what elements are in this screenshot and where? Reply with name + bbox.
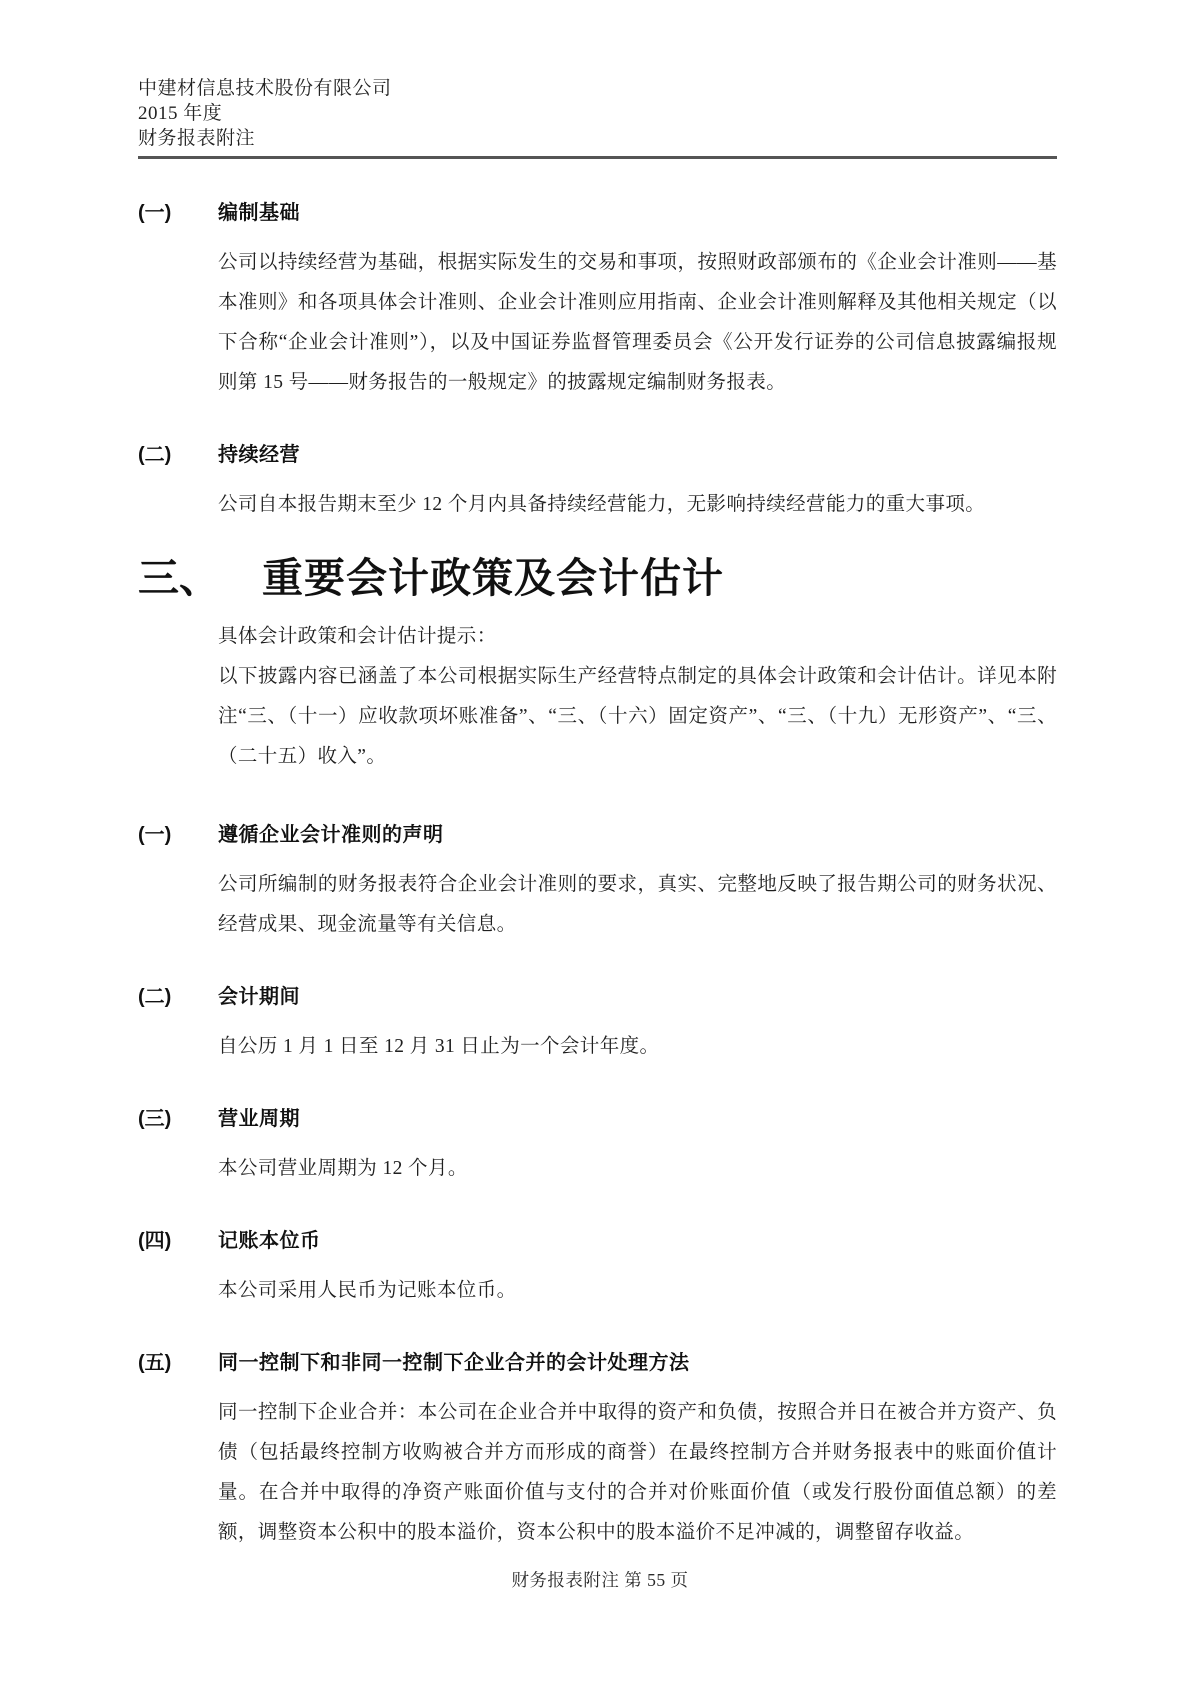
section-paragraph: 本公司营业周期为 12 个月。 <box>218 1158 468 1179</box>
page-footer <box>0 1567 1200 1592</box>
section-compliance-statement <box>138 823 1057 945</box>
fiscal-year: 2015 年度 <box>138 103 223 124</box>
section-heading <box>138 1229 1057 1253</box>
section-heading <box>138 1351 1057 1375</box>
section-title: 同一控制下和非同一控制下企业合并的会计处理方法 <box>218 1352 690 1374</box>
section-label: (二) <box>138 444 172 466</box>
section-heading <box>138 443 1057 467</box>
section-title: 记账本位币 <box>218 1230 321 1252</box>
section-going-concern <box>138 443 1057 525</box>
section-label: (五) <box>138 1352 172 1374</box>
section-paragraph: 公司以持续经营为基础，根据实际发生的交易和事项，按照财政部颁布的《企业会计准则——基本准则》和各项具体会计准则、企业会计准则应用指南、企业会计准则解释及其他相关规定（以下合称“企业会计准则”），以及中国证券监督管理委员会《公开发行证券的公司信息披露编报规则第 15 号——财务报告的一般规定》的披露规定编制财务报表。 <box>218 252 1057 393</box>
section-label: (二) <box>138 986 172 1008</box>
section-title: 持续经营 <box>218 444 300 466</box>
section-heading <box>138 201 1057 225</box>
chapter-intro-lead: 具体会计政策和会计估计提示： <box>218 626 497 647</box>
chapter-heading <box>138 551 1057 605</box>
chapter-title: 重要会计政策及会计估计 <box>262 555 724 601</box>
chapter-intro-paragraph: 以下披露内容已涵盖了本公司根据实际生产经营特点制定的具体会计政策和会计估计。详见本附注“三、（十一）应收款项坏账准备”、“三、（十六）固定资产”、“三、（十九）无形资产”、“三、（二十五）收入”。 <box>218 666 1057 767</box>
section-label: (一) <box>138 202 172 224</box>
section-title: 编制基础 <box>218 202 300 224</box>
section-title: 营业周期 <box>218 1108 300 1130</box>
section-paragraph: 公司所编制的财务报表符合企业会计准则的要求，真实、完整地反映了报告期公司的财务状况、经营成果、现金流量等有关信息。 <box>218 874 1057 935</box>
section-paragraph: 公司自本报告期末至少 12 个月内具备持续经营能力，无影响持续经营能力的重大事项。 <box>218 494 986 515</box>
footer-page-label: 财务报表附注 第 55 页 <box>511 1570 689 1590</box>
section-paragraph: 本公司采用人民币为记账本位币。 <box>218 1280 517 1301</box>
company-name: 中建材信息技术股份有限公司 <box>138 78 392 99</box>
section-functional-currency <box>138 1229 1057 1311</box>
section-basis-of-preparation <box>138 201 1057 403</box>
page-header <box>138 76 1057 151</box>
header-divider <box>138 156 1057 159</box>
section-accounting-period <box>138 985 1057 1067</box>
section-heading <box>138 823 1057 847</box>
chapter-number: 三、 <box>138 555 220 601</box>
section-title: 遵循企业会计准则的声明 <box>218 824 444 846</box>
section-label: (一) <box>138 824 172 846</box>
section-operating-cycle <box>138 1107 1057 1189</box>
section-paragraph: 自公历 1 月 1 日至 12 月 31 日止为一个会计年度。 <box>218 1036 660 1057</box>
document-title: 财务报表附注 <box>138 128 256 149</box>
section-label: (四) <box>138 1230 172 1252</box>
section-title: 会计期间 <box>218 986 300 1008</box>
section-label: (三) <box>138 1108 172 1130</box>
section-heading <box>138 1107 1057 1131</box>
section-business-combinations <box>138 1351 1057 1553</box>
section-paragraph: 同一控制下企业合并：本公司在企业合并中取得的资产和负债，按照合并日在被合并方资产、负债（包括最终控制方收购被合并方而形成的商誉）在最终控制方合并财务报表中的账面价值计量。在合并中取得的净资产账面价值与支付的合并对价账面价值（或发行股份面值总额）的差额，调整资本公积中的股本溢价，资本公积中的股本溢价不足冲减的，调整留存收益。 <box>218 1402 1057 1543</box>
section-heading <box>138 985 1057 1009</box>
